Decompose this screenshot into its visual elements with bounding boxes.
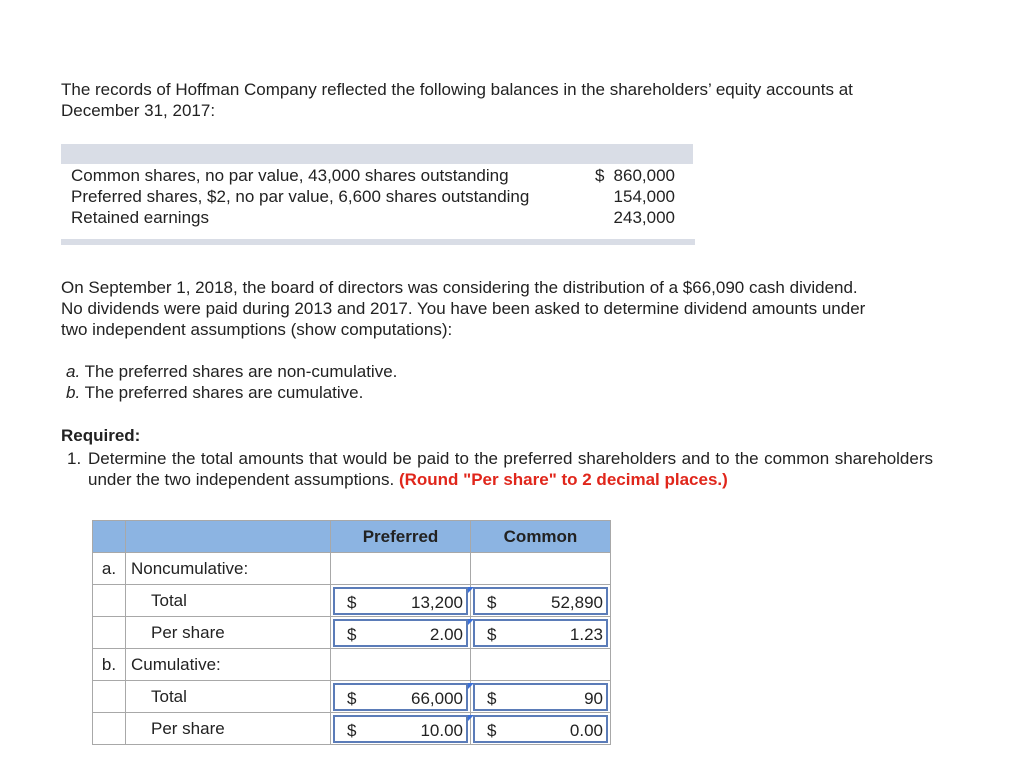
input-value: 13,200 — [411, 592, 463, 612]
scenario-line-2: No dividends were paid during 2013 and 2017. You have been asked to determine dividend amounts under — [61, 299, 866, 318]
header-preferred: Preferred — [331, 521, 471, 553]
required-item — [67, 448, 933, 490]
section-label: Cumulative: — [126, 649, 331, 681]
required-title: Required: — [61, 426, 141, 445]
section-row — [93, 649, 611, 681]
currency-sign: $ — [347, 720, 357, 740]
balance-label: Retained earnings — [71, 208, 209, 227]
section-letter: b. — [93, 649, 126, 681]
scenario-line-1: On September 1, 2018, the board of directors was considering the distribution of a $66,090 cash dividend. — [61, 278, 858, 297]
balances-footer-bar — [61, 239, 695, 245]
assumption-letter: a. — [66, 362, 81, 381]
intro-line-1: The records of Hoffman Company reflected the following balances in the shareholders’ equity accounts at — [61, 80, 853, 99]
balance-amount: 243,000 — [613, 208, 675, 227]
preferred-total-input[interactable] — [333, 683, 468, 711]
assumption-a — [66, 361, 397, 382]
section-row — [93, 553, 611, 585]
preferred-per-share-input[interactable] — [333, 619, 468, 647]
header-blank — [126, 521, 331, 553]
dividend-grid — [92, 520, 611, 745]
currency-sign: $ — [347, 624, 357, 644]
scenario-line-3: two independent assumptions (show computations): — [61, 320, 453, 339]
balance-amount: 860,000 — [613, 166, 675, 185]
rounding-note: (Round "Per share" to 2 decimal places.) — [398, 470, 728, 489]
preferred-total-input[interactable] — [333, 587, 468, 615]
common-total-input[interactable] — [473, 587, 608, 615]
currency-sign: $ — [487, 624, 497, 644]
balance-row — [61, 207, 693, 228]
balances-table — [61, 144, 693, 245]
assumption-letter: b. — [66, 383, 81, 402]
balance-amount: 154,000 — [613, 187, 675, 206]
currency-sign: $ — [347, 592, 357, 612]
common-per-share-input[interactable] — [473, 619, 608, 647]
input-value: 1.23 — [569, 624, 603, 644]
table-row — [93, 681, 611, 713]
table-row — [93, 713, 611, 745]
currency-sign: $ — [487, 688, 497, 708]
common-per-share-input[interactable] — [473, 715, 608, 743]
preferred-per-share-input[interactable] — [333, 715, 468, 743]
header-blank — [93, 521, 126, 553]
balance-currency: $ — [595, 166, 605, 185]
intro-line-2: December 31, 2017: — [61, 101, 216, 120]
input-value: 0.00 — [569, 720, 603, 740]
balance-row — [61, 165, 693, 186]
row-label: Total — [126, 585, 331, 617]
balance-label: Preferred shares, $2, no par value, 6,600 shares outstanding — [71, 187, 530, 206]
table-row — [93, 585, 611, 617]
currency-sign: $ — [487, 592, 497, 612]
required-text: Determine the total amounts that would be paid to the preferred shareholders and to the common shareholders under the two independent assumptions. — [88, 449, 933, 489]
input-value: 2.00 — [429, 624, 463, 644]
input-value: 66,000 — [411, 688, 463, 708]
currency-sign: $ — [487, 720, 497, 740]
assumption-b — [66, 382, 363, 403]
balance-label: Common shares, no par value, 43,000 shares outstanding — [71, 166, 509, 185]
section-label: Noncumulative: — [126, 553, 331, 585]
assumption-text: The preferred shares are non-cumulative. — [84, 362, 398, 381]
section-letter: a. — [93, 553, 126, 585]
input-value: 10.00 — [420, 720, 463, 740]
required-number: 1. — [67, 449, 82, 468]
row-label: Per share — [126, 617, 331, 649]
table-row — [93, 617, 611, 649]
row-label: Total — [126, 681, 331, 713]
header-common: Common — [471, 521, 611, 553]
balances-header-bar — [61, 144, 693, 164]
common-total-input[interactable] — [473, 683, 608, 711]
currency-sign: $ — [347, 688, 357, 708]
balance-row — [61, 186, 693, 207]
row-label: Per share — [126, 713, 331, 745]
input-value: 52,890 — [551, 592, 603, 612]
input-value: 90 — [584, 688, 603, 708]
assumption-text: The preferred shares are cumulative. — [84, 383, 364, 402]
grid-header-row — [93, 521, 611, 553]
